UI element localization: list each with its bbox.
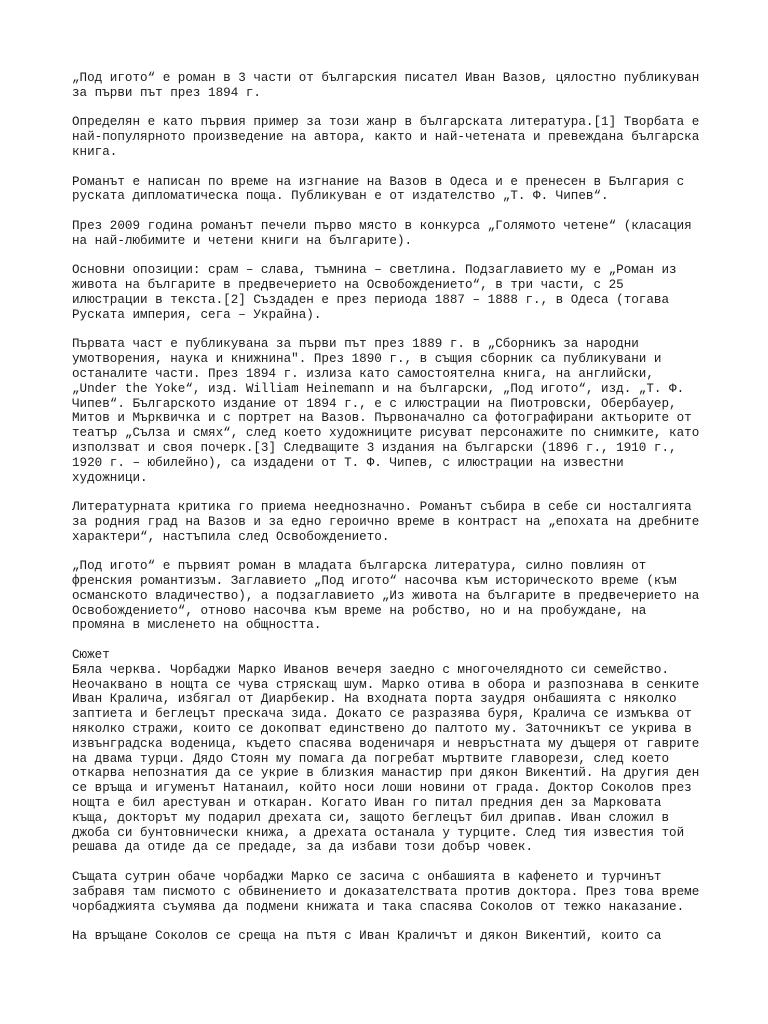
text-line: Иван Кралича, избягал от Диарбекир. На входната порта заудря онбашията с няколко	[72, 692, 677, 707]
paragraph	[72, 115, 704, 159]
text-line: заптиета и беглецът прескача зида. Докато се разразява буря, Кралича се измъква от	[72, 707, 692, 722]
document-page	[72, 71, 704, 959]
text-line: за първи път през 1894 г.	[72, 85, 261, 100]
text-line: Сюжет	[72, 648, 110, 663]
text-line: Митов и Мърквичка и с портрет на Вазов. Първоначално са фотографирани актьорите от	[72, 411, 692, 426]
text-line: османското владичество), а подзаглавието „Из живота на българите в предвечерието на	[72, 588, 700, 603]
text-line: Първата част е публикувана за първи път през 1889 г. в „Сборникъ за народни	[72, 337, 639, 352]
text-line: чорбаджията съумява да подмени книжата и така спасява Соколов от тежко наказание.	[72, 899, 685, 914]
text-line: Същата сутрин обаче чорбаджи Марко се засича с онбашията в кафенето и турчинът	[72, 870, 662, 885]
text-line: Романът е написан по време на изгнание на Вазов в Одеса и е пренесен в България с	[72, 174, 685, 189]
paragraph	[72, 337, 704, 485]
text-line: Основни опозиции: срам – слава, тъмнина – светлина. Подзаглавието му е „Роман из	[72, 263, 677, 278]
text-line: руската дипломатическа поща. Публикуван е от издателство „Т. Ф. Чипев“.	[72, 189, 609, 204]
paragraph	[72, 929, 704, 944]
text-line: Чипев“. Българското издание от 1894 г., е с илюстрации на Пиотровски, Обербауер,	[72, 396, 677, 411]
text-line: няколко стражи, които се докопват единствено до палтото му. Заточникът се укрива в	[72, 722, 692, 737]
text-line: на двама турци. Дядо Стоян му помага да погребат мъртвите главорези, след което	[72, 751, 670, 766]
paragraph	[72, 870, 704, 914]
text-line: Освобождението“, отново насочва към време на робство, но и на пробуждане, на	[72, 603, 647, 618]
paragraph	[72, 219, 704, 249]
paragraph	[72, 559, 704, 633]
text-line: се връща и игуменът Натанаил, който носи лоши новини от града. Доктор Соколов през	[72, 781, 692, 796]
text-line: книга.	[72, 144, 118, 159]
text-line: На връщане Соколов се среща на пътя с Иван Краличът и дякон Викентий, които са	[72, 929, 662, 944]
paragraph	[72, 648, 704, 855]
text-line: „Under the Yoke“, изд. William Heinemann и на български, „Под игото“, изд. „Т. Ф.	[72, 381, 685, 396]
text-line: нощта е бил арестуван и откаран. Когато Иван го питал предния ден за Марковата	[72, 796, 662, 811]
text-line: „Под игото“ е роман в 3 части от българския писател Иван Вазов, цялостно публикуван	[72, 71, 700, 85]
text-line: останалите части. През 1894 г. излиза като самостоятелна книга, на английски,	[72, 366, 654, 381]
text-line: на най-любимите и четени книги на българите).	[72, 233, 413, 248]
text-line: джоба си бунтовнически книжа, а дрехата останала у турците. След тия известия той	[72, 825, 685, 840]
paragraph	[72, 500, 704, 544]
text-line: промяна в мисленето на общността.	[72, 618, 322, 633]
text-line: илюстрации в текста.[2] Създаден е през периода 1887 – 1888 г., в Одеса (тогава	[72, 292, 670, 307]
text-line: решава да отиде да се предаде, за да избави този добър човек.	[72, 840, 534, 855]
text-line: Литературната критика го приема нееднозначно. Романът събира в себе си носталгията	[72, 500, 692, 515]
text-line: умотворения, наука и книжнина". През 1890 г., в същия сборник са публикувани и	[72, 352, 662, 367]
text-line: извънградска воденица, където спасява воденичаря и невръстната му дъщеря от гаврите	[72, 736, 700, 751]
text-line: френския романтизъм. Заглавието „Под игото“ насочва към историческото време (към	[72, 574, 677, 589]
text-line: Руската империя, сега – Украйна).	[72, 307, 322, 322]
text-line: най-популярното произведение на автора, както и най-четената и превеждана българска	[72, 130, 700, 145]
text-line: Бяла черква. Чорбаджи Марко Иванов вечеря заедно с многочелядното си семейство.	[72, 662, 670, 677]
text-line: къща, докторът му подарил дрехата си, защото беглецът бил дрипав. Иван сложил в	[72, 810, 670, 825]
text-line: характери“, настъпила след Освобождението.	[72, 529, 390, 544]
text-line: 1920 г. – юбилейно), са издадени от Т. Ф. Чипев, с илюстрации на известни	[72, 455, 624, 470]
text-line: „Под игото“ е първият роман в младата българска литература, силно повлиян от	[72, 559, 647, 574]
text-line: откарва непознатия да се укрие в близкия манастир при дякон Викентий. На другия ден	[72, 766, 700, 781]
text-line: Неочаквано в нощта се чува стряскащ шум. Марко отива в обора и разпознава в сенките	[72, 677, 700, 692]
text-line: театър „Сълза и смях“, след което художниците рисуват персонажите по снимките, като	[72, 426, 700, 441]
text-line: забравя там писмото с обвинението и доказателствата против доктора. През това време	[72, 884, 700, 899]
text-line: През 2009 година романът печели първо място в конкурса „Голямото четене“ (класация	[72, 218, 692, 233]
paragraph	[72, 71, 704, 101]
text-line: Определян е като първия пример за този жанр в българската литература.[1] Творбата е	[72, 115, 700, 130]
text-line: използват и своя почерк.[3] Следващите 3 издания на български (1896 г., 1910 г.,	[72, 440, 677, 455]
paragraph	[72, 175, 704, 205]
text-line: за родния град на Вазов и за едно героично време в контраст на „епохата на дребните	[72, 514, 700, 529]
text-line: художници.	[72, 470, 148, 485]
text-line: живота на българите в предвечерието на Освобождението“, в три части, с 25	[72, 278, 624, 293]
paragraph	[72, 263, 704, 322]
